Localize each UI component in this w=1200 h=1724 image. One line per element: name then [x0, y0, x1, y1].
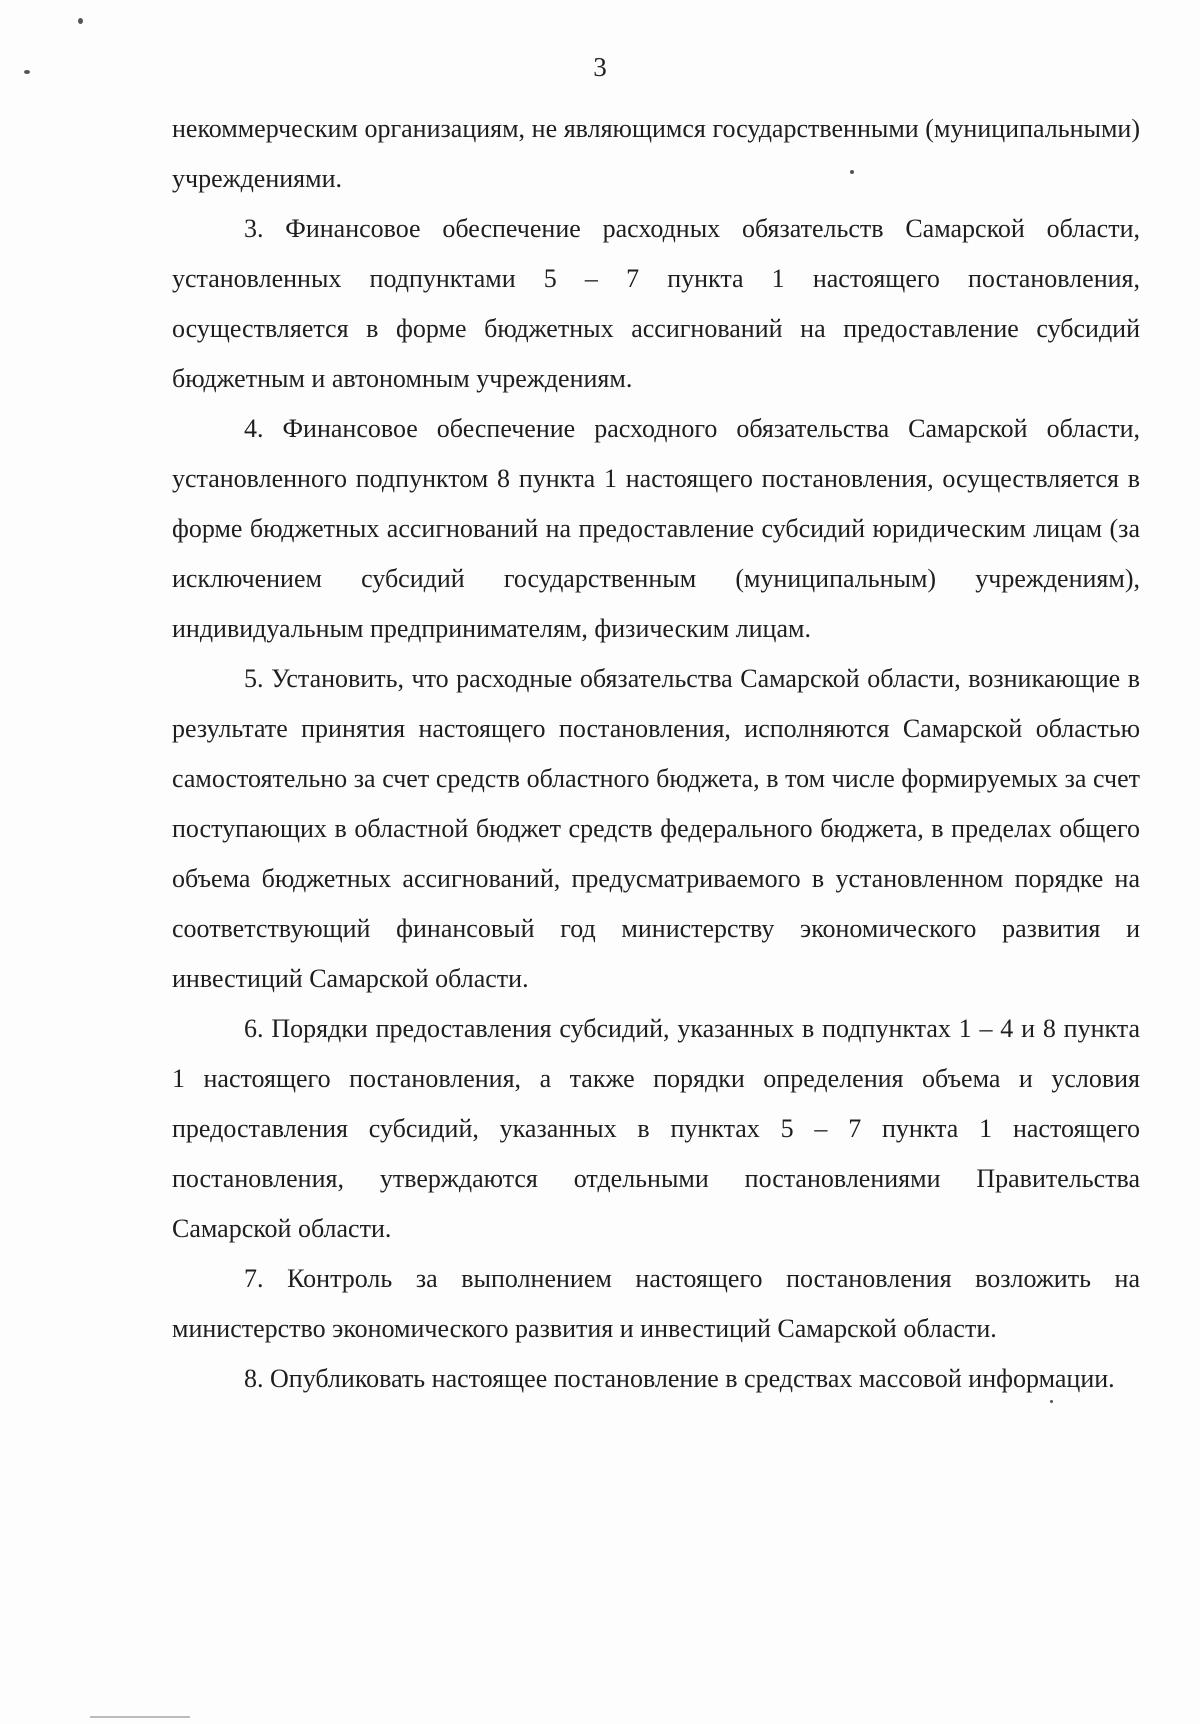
page-number: 3 — [593, 52, 607, 82]
paragraph-6: 6. Порядки предоставления субсидий, указанных в подпунктах 1 – 4 и 8 пункта 1 настоящего постановления, а также порядки определения объема и условия предоставления субсидий, указанных в пунктах 5 – 7 пункта 1 настоящего постановления, утверждаются отдельными постановлениями Правительства Самарской области. — [172, 1014, 1140, 1243]
paragraph-3: 3. Финансовое обеспечение расходных обязательств Самарской области, установленных подпунктами 5 – 7 пункта 1 настоящего постановления, осуществляется в форме бюджетных ассигнований на предоставление субсидий бюджетным и автономным учреждениям. — [172, 214, 1140, 393]
scan-speck — [78, 18, 83, 24]
paragraph-8: 8. Опубликовать настоящее постановление в средствах массовой информации. — [244, 1364, 1115, 1393]
scan-speck — [1050, 1400, 1053, 1403]
paragraph-4: 4. Финансовое обеспечение расходного обязательства Самарской области, установленного подпунктом 8 пункта 1 настоящего постановления, осуществляется в форме бюджетных ассигнований на предоставление субсидий юридическим лицам (за исключением субсидий государственным (муниципальным) учреждениям), индивидуальным предпринимателям, физическим лицам. — [172, 414, 1140, 643]
paragraph-7: 7. Контроль за выполнением настоящего постановления возложить на министерство экономического развития и инвестиций Самарской области. — [172, 1264, 1140, 1343]
scan-speck — [24, 70, 30, 74]
scan-edge-line — [90, 1716, 190, 1718]
document-body — [172, 104, 1140, 1404]
paragraph-continuation: некоммерческим организациям, не являющимся государственными (муниципальными) учреждениями. — [172, 114, 1140, 193]
paragraph-5: 5. Установить, что расходные обязательства Самарской области, возникающие в результате принятия настоящего постановления, исполняются Самарской областью самостоятельно за счет средств областного бюджета, в том числе формируемых за счет поступающих в областной бюджет средств федерального бюджета, в пределах общего объема бюджетных ассигнований, предусматриваемого в установленном порядке на соответствующий финансовый год министерству экономического развития и инвестиций Самарской области. — [172, 664, 1140, 993]
scan-speck — [850, 170, 854, 174]
